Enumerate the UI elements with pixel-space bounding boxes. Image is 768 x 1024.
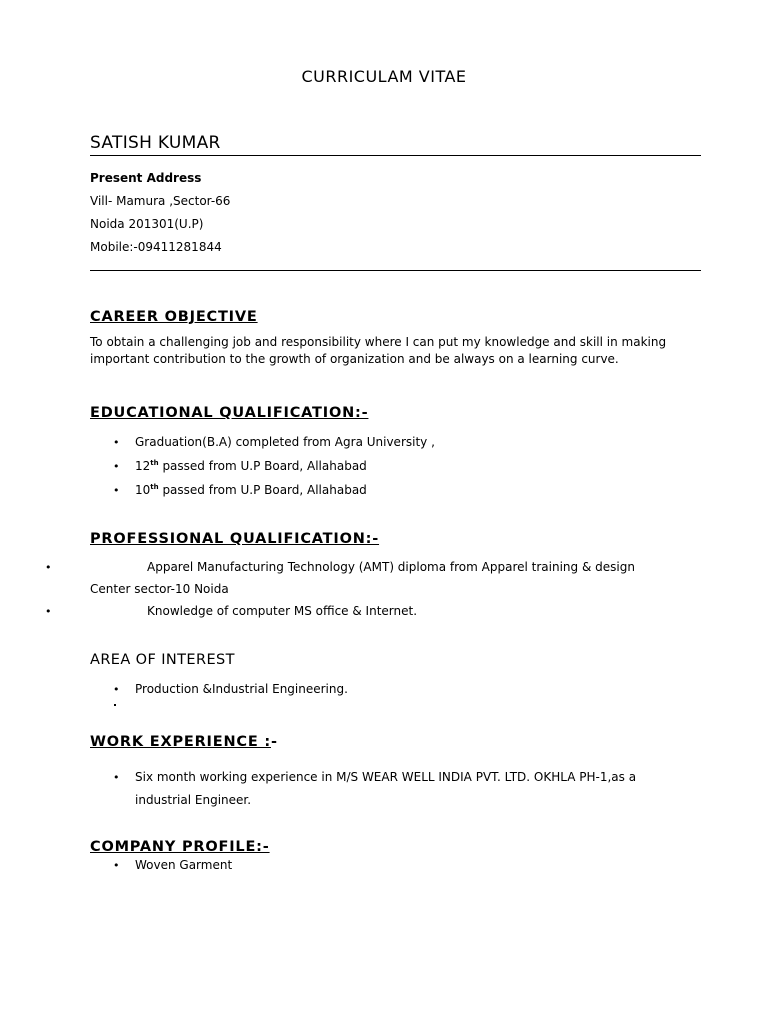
education-item-3: 10th passed from U.P Board, Allahabad	[135, 483, 367, 497]
work-line-1: Six month working experience in M/S WEAR WELL INDIA PVT. LTD. OKHLA PH-1,as a	[135, 770, 637, 784]
career-objective-heading: CAREER OBJECTIVE	[90, 309, 258, 325]
bullet-icon: •	[113, 771, 120, 784]
bullet-icon: •	[113, 460, 120, 473]
interest-item-1: Production &Industrial Engineering.	[135, 682, 348, 696]
bullet-icon: •	[45, 561, 52, 574]
bullet-icon: •	[45, 605, 52, 618]
address-divider	[90, 270, 701, 271]
candidate-name: SATISH KUMAR	[90, 133, 221, 153]
company-item-1: Woven Garment	[135, 858, 233, 872]
address-label: Present Address	[90, 171, 202, 185]
professional-item-2: Knowledge of computer MS office & Internet.	[147, 604, 418, 618]
bullet-icon: •	[113, 484, 120, 497]
career-objective-text: To obtain a challenging job and responsibility where I can put my knowledge and skill in making important contribution to the growth of organization and be always on a learning curve.	[90, 335, 667, 366]
document-title: CURRICULAM VITAE	[301, 67, 467, 86]
work-line-2: industrial Engineer.	[135, 793, 252, 807]
education-item-1: Graduation(B.A) completed from Agra University ,	[135, 435, 435, 449]
education-heading: EDUCATIONAL QUALIFICATION:-	[90, 405, 369, 421]
interest-heading: AREA OF INTEREST	[90, 652, 235, 668]
bullet-icon: •	[113, 859, 120, 872]
professional-item-1-line-2: Center sector-10 Noida	[90, 582, 229, 596]
work-heading: WORK EXPERIENCE :-	[90, 734, 278, 750]
professional-heading: PROFESSIONAL QUALIFICATION:-	[90, 531, 380, 547]
professional-item-1-line-1: Apparel Manufacturing Technology (AMT) diploma from Apparel training & design	[147, 560, 635, 574]
stray-dot	[114, 704, 116, 706]
bullet-icon: •	[113, 683, 120, 696]
bullet-icon: •	[113, 436, 120, 449]
education-item-2: 12th passed from U.P Board, Allahabad	[135, 459, 367, 473]
address-line-1: Vill- Mamura ,Sector-66	[90, 194, 231, 208]
mobile-number: Mobile:-09411281844	[90, 240, 222, 254]
company-heading: COMPANY PROFILE:-	[90, 839, 270, 855]
name-divider	[90, 155, 701, 156]
address-line-2: Noida 201301(U.P)	[90, 217, 204, 231]
